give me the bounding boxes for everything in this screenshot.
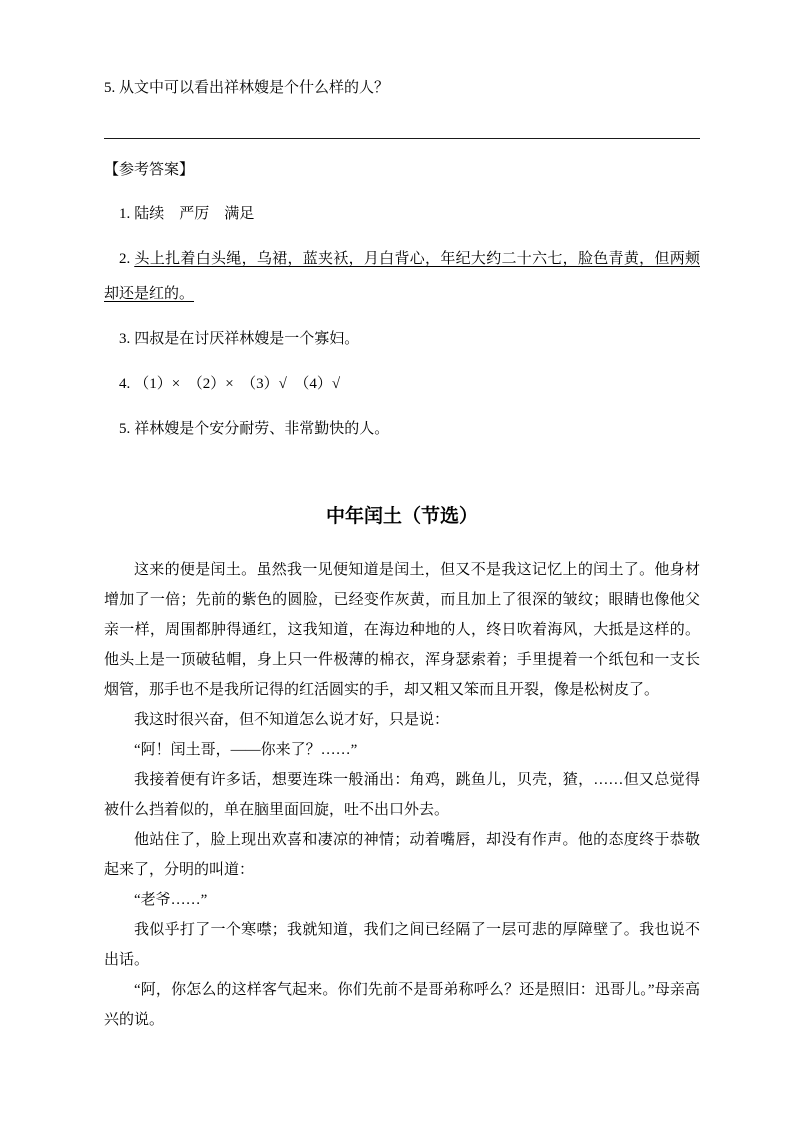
answer-number-4: 4.: [119, 376, 131, 392]
answer-item-1: [104, 197, 700, 232]
answer-number-2: 2.: [119, 251, 131, 267]
passage-paragraph-8: “阿，你怎么的这样客气起来。你们先前不是哥弟称呼么？还是照旧：迅哥儿。”母亲高兴的说。: [104, 982, 700, 1028]
passage-paragraph-4: 我接着便有许多话，想要连珠一般涌出：角鸡，跳鱼儿，贝壳，猹，……但又总觉得被什么挡着似的，单在脑里面回旋，吐不出口外去。: [104, 772, 700, 818]
passage-paragraph-2: 我这时很兴奋，但不知道怎么说才好，只是说：: [134, 712, 450, 728]
question-section: [104, 76, 700, 100]
answer-text-4: （1）× （2）× （3）√ （4）√: [134, 376, 341, 392]
answer-number-3: 3.: [119, 331, 131, 347]
answer-item-3: [104, 322, 700, 357]
passage-paragraph-6: “老爷……”: [134, 892, 208, 908]
answer-number-5: 5.: [119, 421, 131, 437]
question-5: 5. 从文中可以看出祥林嫂是个什么样的人？: [104, 80, 390, 96]
answers-section: [104, 157, 700, 447]
answer-number-1: 1.: [119, 206, 131, 222]
passage-paragraph-7: 我似乎打了一个寒噤；我就知道，我们之间已经隔了一层可悲的厚障壁了。我也说不出话。: [104, 922, 700, 968]
section-title: 中年闰土（节选）: [325, 506, 478, 527]
passage-paragraph-5: 他站住了，脸上现出欢喜和凄凉的神情；动着嘴唇，却没有作声。他的态度终于恭敬起来了，分明的叫道：: [104, 832, 700, 878]
answer-text-3: 四叔是在讨厌祥林嫂是一个寡妇。: [134, 331, 360, 347]
answer-text-1: 陆续 严厉 满足: [134, 206, 255, 222]
passage-section: [104, 555, 700, 1035]
answer-item-5: [104, 412, 700, 447]
answer-text-5: 祥林嫂是个安分耐劳、非常勤快的人。: [134, 421, 390, 437]
answer-text-2: 头上扎着白头绳，乌裙，蓝夹袄，月白背心，年纪大约二十六七，脸色青黄，但两颊却还是红的。: [104, 251, 700, 302]
passage-paragraph-1: 这来的便是闰土。虽然我一见便知道是闰土，但又不是我这记忆上的闰土了。他身材增加了一倍；先前的紫色的圆脸，已经变作灰黄，而且加上了很深的皱纹；眼睛也像他父亲一样，周围都肿得通红，这我知道，在海边种地的人，终日吹着海风，大抵是这样的。他头上是一顶破毡帽，身上只一件极薄的棉衣，浑身瑟索着；手里提着一个纸包和一支长烟管，那手也不是我所记得的红活圆实的手，却又粗又笨而且开裂，像是松树皮了。: [104, 562, 700, 698]
answer-item-4: [104, 367, 700, 402]
passage-paragraph-3: “阿！闰土哥，——你来了？……”: [134, 742, 358, 758]
answers-header: 【参考答案】: [104, 162, 195, 178]
horizontal-rule: [104, 138, 700, 139]
answer-item-2: [104, 242, 700, 312]
